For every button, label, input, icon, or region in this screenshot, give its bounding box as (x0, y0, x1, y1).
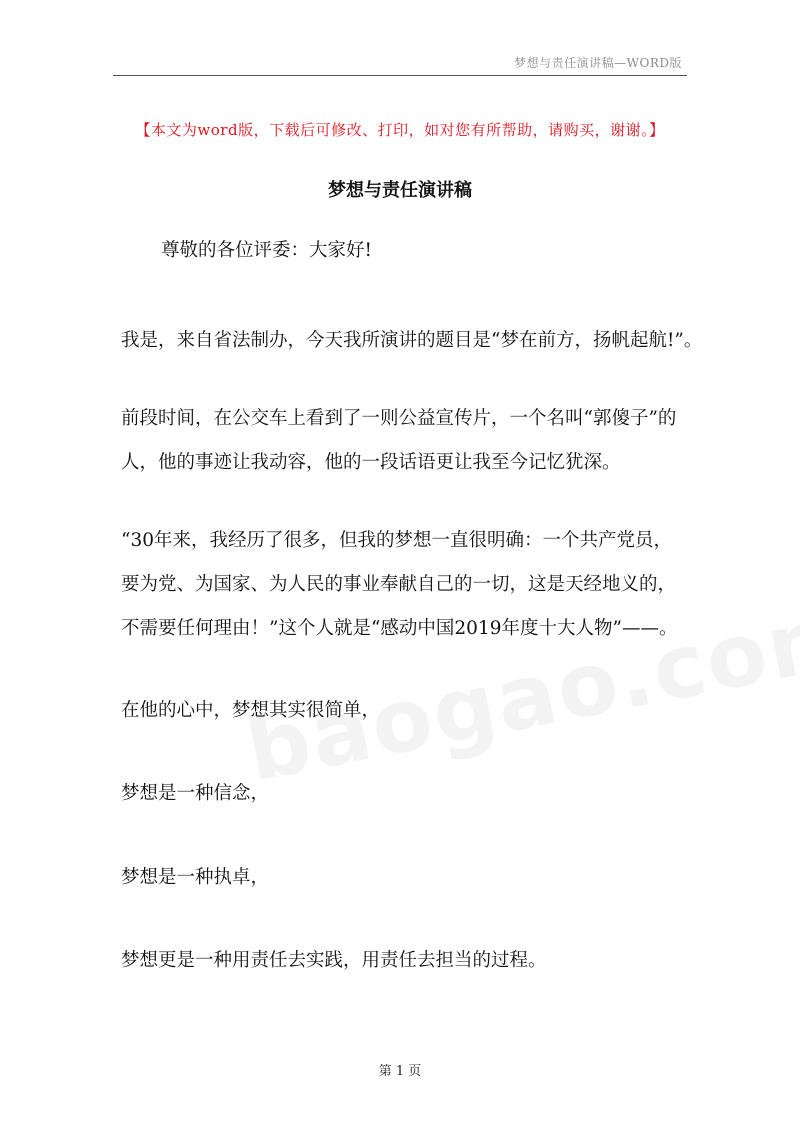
paragraph-2 (121, 397, 687, 485)
paragraph-line: “30年来，我经历了很多，但我的梦想一直很明确：一个共产党员， (121, 530, 673, 551)
paragraph-5 (121, 772, 687, 816)
paragraph-line: 我是，来自省法制办，今天我所演讲的题目是“梦在前方，扬帆起航!”。 (121, 330, 703, 351)
paragraph-line: 梦想是一种执卓， (121, 867, 270, 888)
paragraph-line: 在他的心中，梦想其实很简单， (121, 700, 381, 721)
paragraph-line: 前段时间，在公交车上看到了一则公益宣传片，一个名叫“郭傻子”的 (121, 408, 677, 429)
purchase-notice: 【本文为word版，下载后可修改、打印，如对您有所帮助，请购买，谢谢。】 (135, 121, 665, 139)
paragraph-7 (121, 939, 687, 983)
paragraph-line: 不需要任何理由！”这个人就是“感动中国2019年度十大人物”——。 (121, 618, 678, 639)
header-divider (113, 75, 687, 76)
paragraph-6 (121, 856, 687, 900)
greeting-paragraph (161, 229, 727, 273)
paragraph-line: 人，他的事迹让我动容，他的一段话语更让我至今记忆犹深。 (121, 452, 621, 473)
greeting-line: 尊敬的各位评委：大家好! (161, 240, 372, 261)
paragraph-line: 梦想是一种信念， (121, 783, 270, 804)
paragraph-line: 梦想更是一种用责任去实践，用责任去担当的过程。 (121, 950, 547, 971)
paragraph-line: 要为党、为国家、为人民的事业奉献自己的一切，这是天经地义的， (121, 574, 677, 595)
paragraph-1 (121, 319, 703, 363)
document-title: 梦想与责任演讲稿 (328, 180, 472, 201)
page-number: 第 1 页 (378, 1064, 422, 1079)
header-title: 梦想与责任演讲稿—WORD版 (514, 56, 682, 70)
